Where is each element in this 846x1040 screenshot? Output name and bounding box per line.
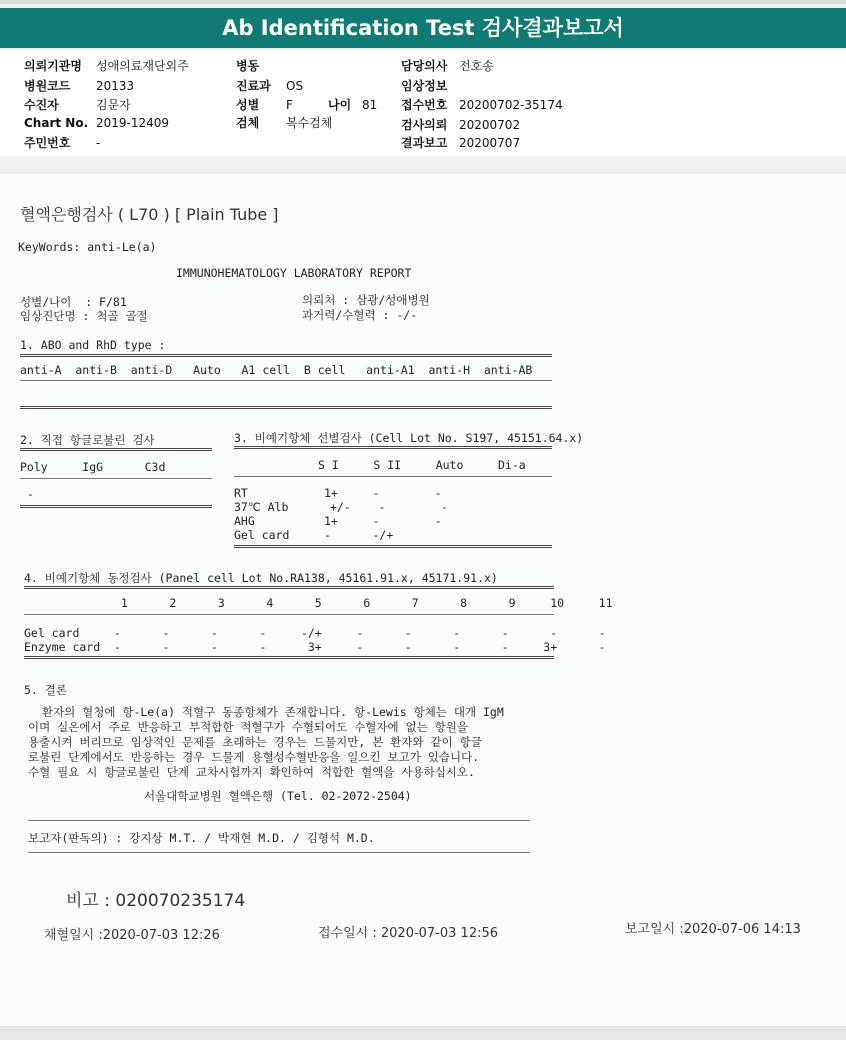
patient-row: 수진자 김문자 [24,98,131,112]
screening-row: Gel card - -/+ [234,528,394,542]
conclusion-line: 수혈 필요 시 항글로불린 단계 교차시험까지 확인하여 적합한 혈액을 사용하십시오. [28,765,475,779]
panel-row: Gel card - - - - -/+ - - - - - - [24,626,606,640]
reporters: 보고자(판독의) : 강지상 M.T. / 박재현 M.D. / 김형석 M.D. [28,831,375,845]
sex-age: 성별/나이 : F/81 [20,295,127,309]
divider [234,476,552,477]
divider [24,586,554,589]
divider [20,478,212,479]
divider [234,446,552,449]
keywords: KeyWords: anti-Le(a) [18,240,157,254]
conclusion-line: 용출시켜 버리므로 임상적인 문제를 초래하는 경우는 드물지만, 본 환자와 같이 항글 [28,735,482,749]
report-section-title: 혈액은행검사 ( L70 ) [ Plain Tube ] [20,205,279,224]
doctor-row: 담당의사 전호송 [401,59,494,73]
divider [24,656,554,659]
divider [234,545,552,548]
request-org-row: 의뢰기관명 성애의료재단외주 [24,59,189,73]
dat-title: 2. 직접 항글로불린 검사 [20,433,155,447]
report-time: 보고일시 :2020-07-06 14:13 [625,922,801,937]
screening-row: 37℃ Alb +/- - - [234,500,448,514]
report-document [0,174,846,1026]
abo-rhd-title: 1. ABO and RhD type : [20,338,166,352]
req-date-row: 검사의뢰 20200702 [401,118,521,132]
patient-info-panel [0,50,846,156]
hosp-code-row: 병원코드 20133 [24,79,135,93]
abo-rhd-header: anti-A anti-B anti-D Auto A1 cell B cell anti-A1 anti-H anti-AB [20,363,533,377]
top-border [0,0,846,4]
sex-row: 성별 F 나이 81 [236,98,378,112]
collect-time: 채혈일시 :2020-07-03 12:26 [44,928,220,943]
dat-value: - [20,487,34,501]
chart-row: Chart No. 2019-12409 [24,116,170,130]
divider [20,354,552,357]
screening-row: RT 1+ - - [234,486,442,500]
lab-title: IMMUNOHEMATOLOGY LABORATORY REPORT [176,266,412,280]
conclusion-line: 로불린 단계에서도 반응하는 경우 드물게 용혈성수혈반응을 일으킨 보고가 있습니다. [28,750,480,764]
dept-row: 진료과 OS [236,79,304,93]
panel-title: 4. 비예기항체 동정검사 (Panel cell Lot No.RA138, 45161.91.x, 45171.91.x) [24,571,498,585]
receive-time: 접수일시 : 2020-07-03 12:56 [318,926,499,941]
divider [28,852,530,853]
divider [20,380,552,381]
report-title: Ab Identification Test 검사결과보고서 [222,16,624,40]
hospital-contact: 서울대학교병원 혈액은행 (Tel. 02-2072-2504) [144,789,412,803]
divider [28,820,530,821]
screening-row: AHG 1+ - - [234,514,442,528]
dat-header: Poly IgG C3d [20,460,166,474]
conclusion-title: 5. 결론 [24,683,67,697]
conclusion-line: 환자의 혈청에 항-Le(a) 적혈구 동종항체가 존재합니다. 항-Lewis 항체는 대개 IgM [28,705,504,719]
panel-header: 1 2 3 4 5 6 7 8 9 10 11 [24,596,613,610]
report-header [0,8,846,48]
clinical-row: 임상정보 [401,79,448,93]
diagnosis: 임상진단명 : 척골 골절 [20,309,148,323]
panel-row: Enzyme card - - - - 3+ - - - - 3+ - [24,640,606,654]
divider [24,614,554,615]
requester: 의뢰처 : 삼광/성애병원 [302,293,430,307]
screening-title: 3. 비예기항체 선별검사 (Cell Lot No. S197, 45151.64.x) [234,431,584,445]
receipt-row: 접수번호 20200702-35174 [401,98,563,112]
history: 과거력/수혈력 : -/- [302,308,418,322]
bottom-bar [0,1026,846,1040]
remark: 비고 : 020070235174 [66,891,246,911]
divider [20,406,552,409]
specimen-row: 검체 복수검체 [236,116,333,130]
divider [20,505,212,508]
divider [20,448,212,451]
report-date-row: 결과보고 20200707 [401,136,521,150]
ward-row: 병동 [236,59,260,73]
rrn-row: 주민번호 - [24,136,101,150]
screening-header: S I S II Auto Di-a [318,458,526,472]
conclusion-line: 이며 실온에서 주로 반응하고 부적합한 적혈구가 수혈되어도 수혈자에 없는 항원을 [28,720,469,734]
